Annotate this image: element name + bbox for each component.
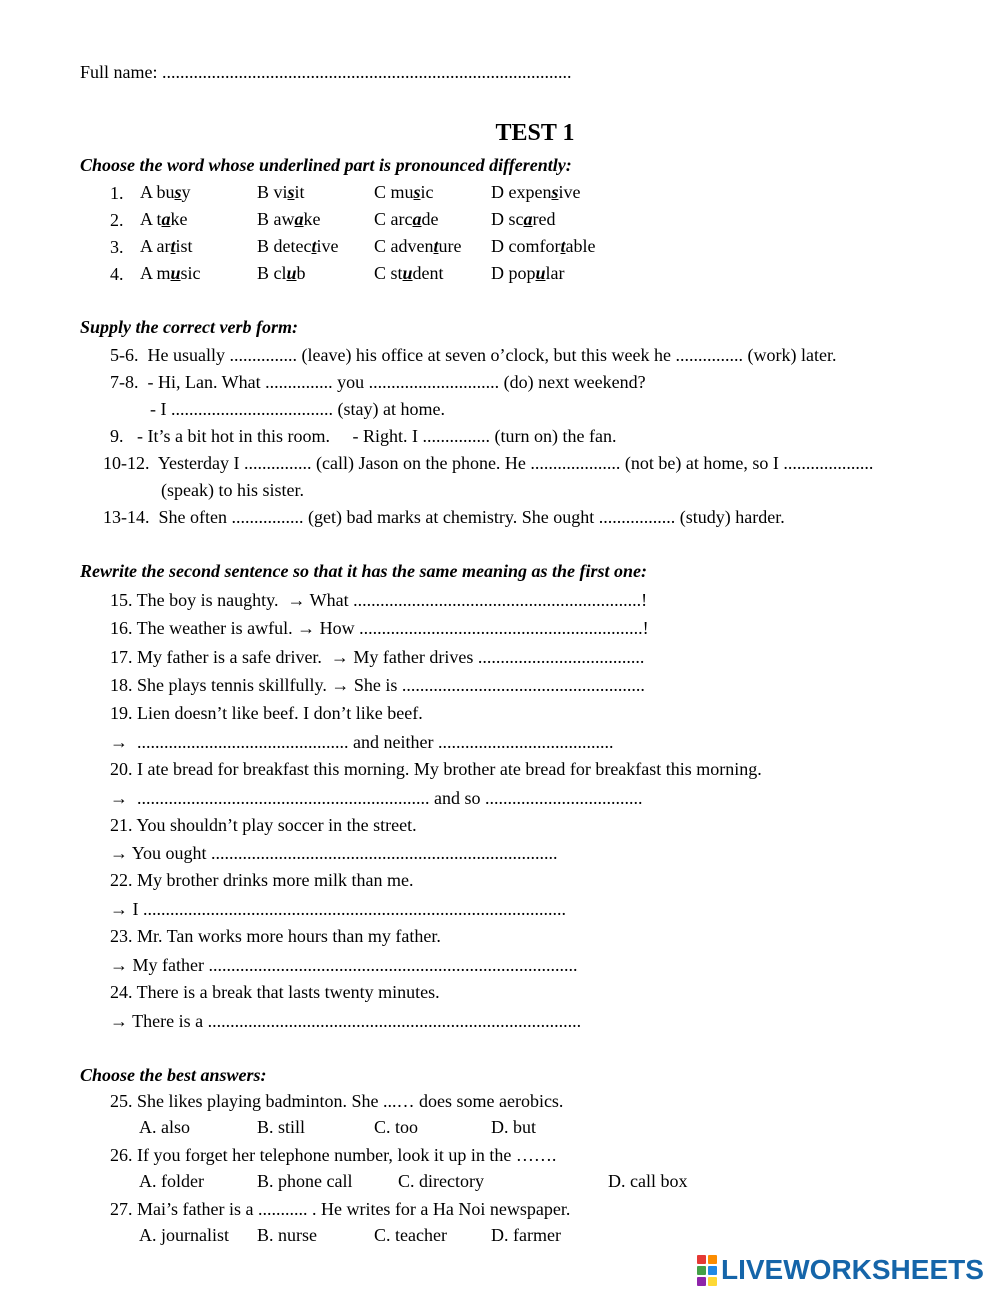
mcq-option[interactable]: A. folder [139,1171,204,1191]
rewrite-line: → My father .................................................................................. [110,955,578,975]
logo-block [697,1255,706,1264]
rewrite-line: → I .............................................................................................. [110,899,566,919]
logo-block [708,1266,717,1275]
underlined-letter: t [560,236,566,256]
pronunciation-option[interactable]: B detective [257,236,339,256]
pronunciation-option[interactable]: C student [374,263,444,283]
pronunciation-item-number: 1. [110,183,124,203]
pronunciation-option[interactable]: D expensive [491,182,581,202]
mcq-option[interactable]: D. but [491,1117,536,1137]
rewrite-line: 21. You shouldn’t play soccer in the street. [110,815,417,835]
pronunciation-option[interactable]: A busy [140,182,191,202]
pronunciation-option[interactable]: C arcade [374,209,439,229]
mcq-option[interactable]: B. nurse [257,1225,317,1245]
underlined-letter: u [535,263,546,283]
pronunciation-option[interactable]: C music [374,182,434,202]
rewrite-line: → There is a ................................................................................... [110,1011,582,1031]
verb-item-7-8: 7-8. - Hi, Lan. What ............... you ............................. (do) next weekend? [110,372,646,392]
verb-item-9: 9. - It’s a bit hot in this room. - Right. I ............... (turn on) the fan. [110,426,617,446]
rewrite-line: 24. There is a break that lasts twenty minutes. [110,982,440,1002]
logo-text: LIVEWORKSHEETS [721,1254,984,1285]
liveworksheets-logo [697,1252,984,1288]
rewrite-line: → ................................................................. and so ................................... [110,788,643,808]
rewrite-line: 19. Lien doesn’t like beef. I don’t like beef. [110,703,423,723]
mcq-option[interactable]: A. journalist [139,1225,229,1245]
underlined-letter: u [402,263,413,283]
mcq-option[interactable]: B. still [257,1117,306,1137]
rewrite-line: → ............................................... and neither ....................................... [110,732,614,752]
underlined-letter: s [413,182,421,202]
verb-item-13-14: 13-14. She often ................ (get) bad marks at chemistry. She ought ................. (study) harder. [103,507,785,527]
section-verb-form-heading: Supply the correct verb form: [80,317,298,337]
logo-block [697,1266,706,1275]
pronunciation-option[interactable]: A artist [140,236,193,256]
verb-item-7-8-reply: - I .................................... (stay) at home. [150,399,445,419]
full-name-field: Full name: ........................................................................................... [80,62,572,82]
underlined-letter: t [311,236,317,256]
mcq-option[interactable]: D. call box [608,1171,688,1191]
underlined-letter: t [433,236,439,256]
mcq-question-25: 25. She likes playing badminton. She ...… does some aerobics. [110,1091,564,1111]
section-pronunciation-heading: Choose the word whose underlined part is pronounced differently: [80,155,572,175]
pronunciation-option[interactable]: D popular [491,263,565,283]
underlined-letter: t [170,236,176,256]
pronunciation-option[interactable]: A take [140,209,188,229]
logo-block [697,1277,706,1286]
rewrite-line: 16. The weather is awful. → How ...............................................................! [110,618,649,638]
pronunciation-option[interactable]: D comfortable [491,236,596,256]
rewrite-line: → You ought ............................................................................. [110,843,558,863]
pronunciation-item-number: 2. [110,210,124,230]
underlined-letter: a [161,209,171,229]
rewrite-line: 15. The boy is naughty. → What ................................................................! [110,590,648,610]
verb-item-10-12-cont: (speak) to his sister. [161,480,304,500]
mcq-option[interactable]: C. teacher [374,1225,447,1245]
pronunciation-option[interactable]: B club [257,263,306,283]
logo-blocks-icon [697,1255,717,1286]
logo-block [708,1255,717,1264]
pronunciation-item-number: 3. [110,237,124,257]
mcq-option[interactable]: D. farmer [491,1225,561,1245]
underlined-letter: a [412,209,422,229]
mcq-question-27: 27. Mai’s father is a ........... . He writes for a Ha Noi newspaper. [110,1199,571,1219]
rewrite-line: 22. My brother drinks more milk than me. [110,870,414,890]
pronunciation-option[interactable]: C adventure [374,236,462,256]
mcq-option[interactable]: B. phone call [257,1171,353,1191]
underlined-letter: a [294,209,304,229]
mcq-option[interactable]: A. also [139,1117,190,1137]
underlined-letter: u [170,263,181,283]
pronunciation-option[interactable]: A music [140,263,201,283]
mcq-option[interactable]: C. directory [398,1171,484,1191]
rewrite-line: 18. She plays tennis skillfully. → She is ...................................................... [110,675,645,695]
pronunciation-item-number: 4. [110,264,124,284]
underlined-letter: a [523,209,533,229]
rewrite-line: 17. My father is a safe driver. → My father drives ..................................... [110,647,645,667]
pronunciation-option[interactable]: B awake [257,209,321,229]
rewrite-line: 20. I ate bread for breakfast this morning. My brother ate bread for breakfast this morning. [110,759,762,779]
page-title: TEST 1 [495,120,575,146]
underlined-letter: u [286,263,297,283]
mcq-option[interactable]: C. too [374,1117,419,1137]
underlined-letter: s [287,182,295,202]
verb-item-10-12: 10-12. Yesterday I ............... (call) Jason on the phone. He .................... (not be) at home, so I .................... [103,453,874,473]
underlined-letter: s [174,182,182,202]
underlined-letter: s [551,182,559,202]
pronunciation-option[interactable]: B visit [257,182,305,202]
verb-item-5-6: 5-6. He usually ............... (leave) his office at seven o’clock, but this week he ............... (work) later. [110,345,837,365]
logo-block [708,1277,717,1286]
pronunciation-option[interactable]: D scared [491,209,556,229]
mcq-question-26: 26. If you forget her telephone number, look it up in the ……. [110,1145,557,1165]
section-best-answers-heading: Choose the best answers: [80,1065,267,1085]
section-rewrite-heading: Rewrite the second sentence so that it has the same meaning as the first one: [80,561,648,581]
rewrite-line: 23. Mr. Tan works more hours than my father. [110,926,441,946]
